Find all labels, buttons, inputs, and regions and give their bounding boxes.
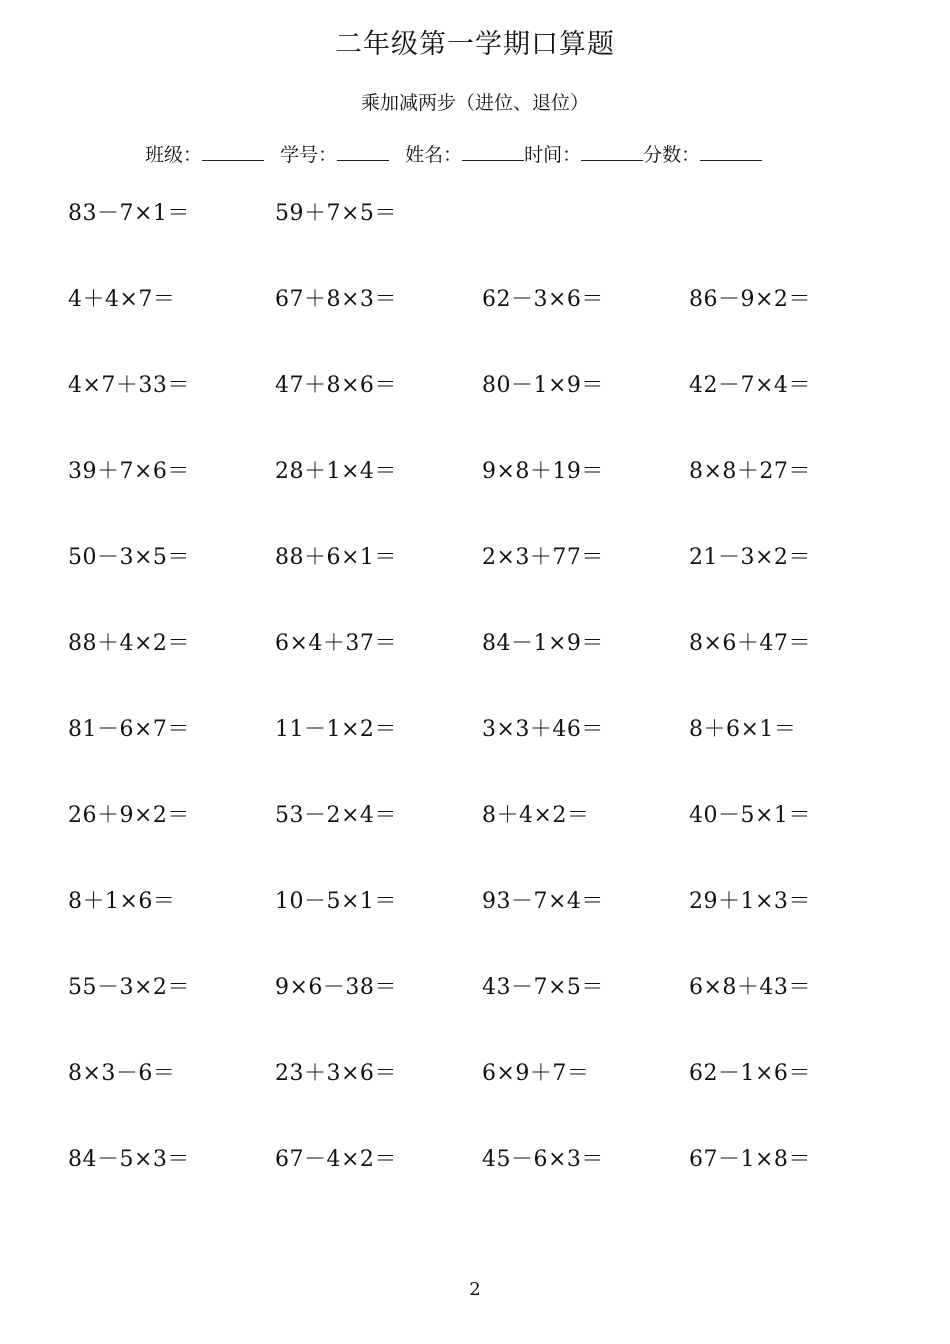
arithmetic-problem: 4×7＋33＝ (68, 373, 190, 398)
name-label: 姓名： (405, 144, 463, 166)
score-label: 分数： (643, 144, 701, 166)
arithmetic-problem: 88＋6×1＝ (275, 545, 397, 570)
arithmetic-problem: 9×8＋19＝ (482, 459, 604, 484)
arithmetic-problem: 67－4×2＝ (275, 1147, 397, 1172)
arithmetic-problem: 45－6×3＝ (482, 1147, 604, 1172)
problem-row (68, 368, 898, 454)
arithmetic-problem: 8＋1×6＝ (68, 889, 176, 914)
page-subtitle: 乘加减两步（进位、退位） (360, 92, 589, 114)
problem-row (68, 1142, 898, 1228)
student-number-blank[interactable] (337, 146, 389, 161)
problem-row (68, 282, 898, 368)
page-number: 2 (469, 1279, 481, 1300)
arithmetic-problem: 4＋4×7＝ (68, 287, 176, 312)
arithmetic-problem: 67＋8×3＝ (275, 287, 397, 312)
arithmetic-problem: 62－1×6＝ (689, 1061, 811, 1086)
problem-row (68, 196, 898, 282)
student-info-line (145, 140, 762, 167)
student-number-label: 学号： (280, 144, 338, 166)
arithmetic-problem: 81－6×7＝ (68, 717, 190, 742)
arithmetic-problem: 84－5×3＝ (68, 1147, 190, 1172)
arithmetic-problem: 23＋3×6＝ (275, 1061, 397, 1086)
arithmetic-problem: 53－2×4＝ (275, 803, 397, 828)
arithmetic-problem: 47＋8×6＝ (275, 373, 397, 398)
problem-row (68, 884, 898, 970)
arithmetic-problem: 55－3×2＝ (68, 975, 190, 1000)
arithmetic-problem: 93－7×4＝ (482, 889, 604, 914)
arithmetic-problem: 8×3－6＝ (68, 1061, 176, 1086)
arithmetic-problem: 8×8＋27＝ (689, 459, 811, 484)
problem-row (68, 712, 898, 798)
problem-row (68, 454, 898, 540)
name-blank[interactable] (462, 146, 524, 161)
arithmetic-problem: 40－5×1＝ (689, 803, 811, 828)
arithmetic-problem: 80－1×9＝ (482, 373, 604, 398)
arithmetic-problem: 26＋9×2＝ (68, 803, 190, 828)
arithmetic-problem: 59＋7×5＝ (275, 201, 397, 226)
arithmetic-problem: 21－3×2＝ (689, 545, 811, 570)
arithmetic-problem: 6×8＋43＝ (689, 975, 811, 1000)
problem-grid (68, 196, 898, 1228)
arithmetic-problem: 62－3×6＝ (482, 287, 604, 312)
arithmetic-problem: 67－1×8＝ (689, 1147, 811, 1172)
class-blank[interactable] (202, 146, 264, 161)
arithmetic-problem: 10－5×1＝ (275, 889, 397, 914)
arithmetic-problem: 2×3＋77＝ (482, 545, 604, 570)
arithmetic-problem: 6×9＋7＝ (482, 1061, 590, 1086)
arithmetic-problem: 83－7×1＝ (68, 201, 190, 226)
problem-row (68, 970, 898, 1056)
arithmetic-problem: 88＋4×2＝ (68, 631, 190, 656)
arithmetic-problem: 8＋4×2＝ (482, 803, 590, 828)
arithmetic-problem: 11－1×2＝ (275, 717, 397, 742)
arithmetic-problem: 42－7×4＝ (689, 373, 811, 398)
arithmetic-problem: 84－1×9＝ (482, 631, 604, 656)
arithmetic-problem: 86－9×2＝ (689, 287, 811, 312)
class-label: 班级： (145, 144, 203, 166)
arithmetic-problem: 43－7×5＝ (482, 975, 604, 1000)
arithmetic-problem: 8＋6×1＝ (689, 717, 797, 742)
problem-row (68, 540, 898, 626)
arithmetic-problem: 28＋1×4＝ (275, 459, 397, 484)
arithmetic-problem: 9×6－38＝ (275, 975, 397, 1000)
arithmetic-problem: 6×4＋37＝ (275, 631, 397, 656)
problem-row (68, 626, 898, 712)
problem-row (68, 1056, 898, 1142)
time-label: 时间： (524, 144, 582, 166)
arithmetic-problem: 8×6＋47＝ (689, 631, 811, 656)
arithmetic-problem: 3×3＋46＝ (482, 717, 604, 742)
score-blank[interactable] (700, 146, 762, 161)
page-title: 二年级第一学期口算题 (335, 29, 615, 60)
arithmetic-problem: 29＋1×3＝ (689, 889, 811, 914)
arithmetic-problem: 39＋7×6＝ (68, 459, 190, 484)
time-blank[interactable] (581, 146, 643, 161)
problem-row (68, 798, 898, 884)
arithmetic-problem: 50－3×5＝ (68, 545, 190, 570)
